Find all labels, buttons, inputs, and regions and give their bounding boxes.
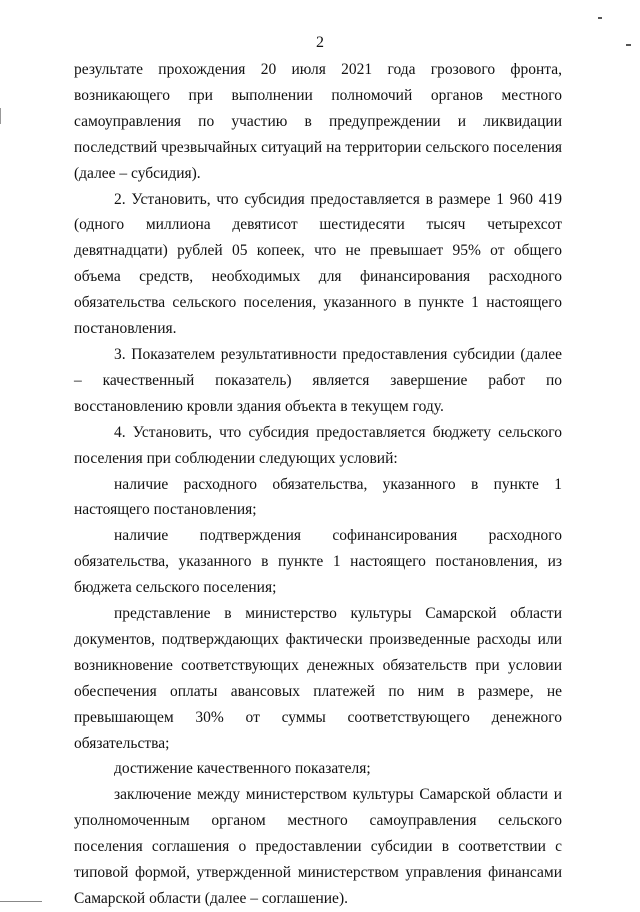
scan-mark-left (0, 108, 1, 124)
paragraph-item-4: 4. Установить, что субсидия предоставляется бюджету сельского поселения при соблюдении следующих условий: (74, 423, 562, 467)
condition-1: наличие расходного обязательства, указанного в пункте 1 настоящего постановления; (74, 475, 562, 519)
paragraph-item-2: 2. Установить, что субсидия предоставляется в размере 1 960 419 (одного миллиона девятисот шестидесяти тысяч четырехсот девятнадцати) рублей 05 копеек, что не превышает 95% от общего объема средств, необходимых для финансирования расходного обязательства сельского поселения, указанного в пункте 1 настоящего постановления. (74, 190, 562, 338)
paragraph-continuation: результате прохождения 20 июля 2021 года грозового фронта, возникающего при выполнении полномочий органов местного самоуправления по участию в предупреждении и ликвидации последствий чрезвычайных ситуаций на территории сельского поселения (далее – субсидия). (74, 61, 562, 182)
condition-4: достижение качественного показателя; (114, 760, 371, 778)
page-number: 2 (316, 34, 324, 51)
condition-5: заключение между министерством культуры Самарской области и уполномоченным органом местного самоуправления сельского поселения соглашения о предоставлении субсидии в соответствии с типовой формой, утвержденной министерством управления финансами Самарской области (далее – соглашение). (74, 786, 562, 907)
scan-mark-top-right (598, 17, 602, 19)
condition-3: представление в министерство культуры Самарской области документов, подтверждающих фактически произведенные расходы или возникновение соответствующих денежных обязательств при условии обеспечения оплаты авансовых платежей по ним в размере, не превышающем 30% от суммы соответствующего денежного обязательства; (74, 605, 562, 752)
condition-2: наличие подтверждения софинансирования расходного обязательства, указанного в пункте 1 настоящего постановления, из бюджета сельского поселения; (74, 527, 562, 597)
scan-line-bottom (0, 901, 42, 902)
document-body (74, 57, 562, 912)
scan-mark-right (626, 44, 631, 46)
paragraph-item-3: 3. Показателем результативности предоставления субсидии (далее – качественный показатель) является завершение работ по восстановлению кровли здания объекта в текущем году. (74, 345, 562, 415)
